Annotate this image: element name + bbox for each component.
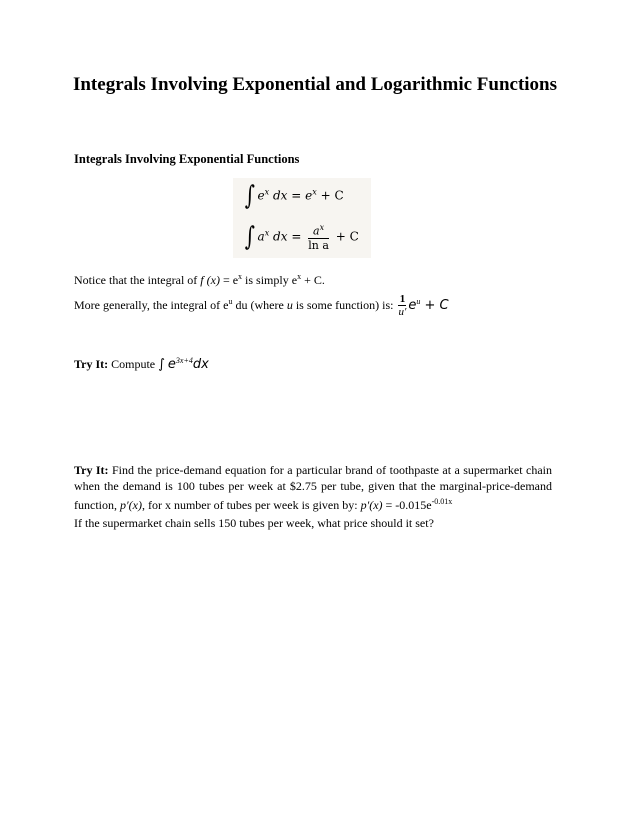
notice-text: Notice that the integral of f $(x) = e^x$ is simply $e^x + C$. [74, 272, 325, 287]
question-text: If the supermarket chain sells 150 tubes per week, what price should it set? [74, 516, 434, 530]
formula-exp: ∫ $e^x$ dx = $e^x + C$ [244, 181, 344, 211]
formula-general-base: ∫ $a^x$ dx = $\frac{a^x}{\text{ln a}}$ + C [244, 221, 359, 252]
try-it-price-demand: Try It: Find the price-demand equation for a particular brand of toothpaste at a supermarket chain when the demand is 100 tubes per week at $2.75 per tube, given that the marginal-price-demand function, p′(x), for x number of tubes per week is given by: $p'(x) = -0.015e^{-0.01x}$ [74, 463, 553, 512]
formula-image [233, 178, 371, 258]
page-title: Integrals Involving Exponential and Logarithmic Functions [72, 74, 558, 95]
general-fraction: $\frac{1}{u'}$ [398, 293, 407, 318]
general-rule-text: More generally, the integral of $e^u$ du (where u is some function) is: $\frac{1}{u'}$ $e^u + C$ [74, 293, 449, 318]
try-it-compute: Try It: Compute ∫ $e^{3x+4}dx$ [74, 356, 209, 372]
section-heading: Integrals Involving Exponential Functions [74, 152, 300, 166]
